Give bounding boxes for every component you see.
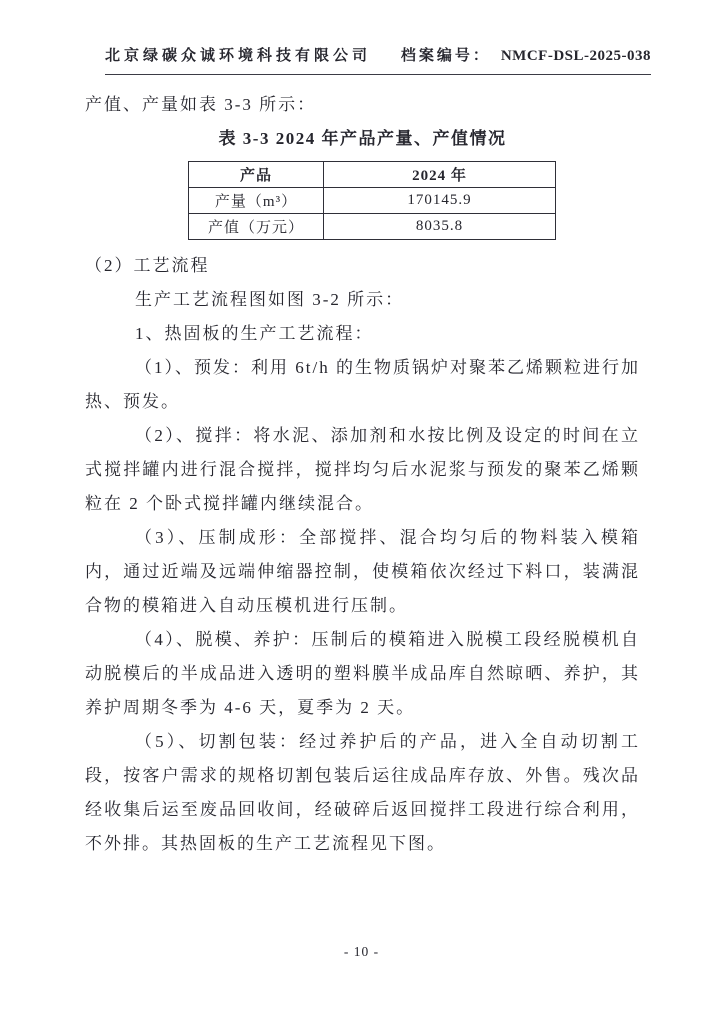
production-table bbox=[188, 161, 556, 240]
archive-number-value: NMCF-DSL-2025-038 bbox=[500, 48, 651, 64]
table-header-product: 产品 bbox=[189, 162, 324, 188]
section-heading-process-flow: （2）工艺流程 bbox=[85, 256, 210, 275]
table-header-year: 2024 年 bbox=[324, 162, 556, 188]
company-name: 北京绿碳众诚环境科技有限公司 bbox=[105, 48, 372, 64]
table-cell-output-label: 产量（m³） bbox=[189, 188, 324, 214]
paragraph-board-process-heading: 1、热固板的生产工艺流程： bbox=[135, 324, 374, 343]
paragraph-flow-diagram-ref: 生产工艺流程图如图 3-2 所示： bbox=[135, 290, 405, 309]
table-cell-value-label: 产值（万元） bbox=[189, 214, 324, 240]
paragraph-step-4-demolding-curing: （4）、脱模、养护：压制后的模箱进入脱模工段经脱模机自动脱模后的半成品进入透明的塑料膜半成品库自然晾晒、养护，其养护周期冬季为 4-6 天，夏季为 2 天。 bbox=[85, 630, 640, 717]
archive-number-label: 档案编号： bbox=[400, 48, 491, 64]
table-row bbox=[189, 214, 556, 240]
table-title: 表 3-3 2024 年产品产量、产值情况 bbox=[218, 129, 507, 148]
table-cell-output-value: 170145.9 bbox=[324, 188, 556, 214]
page-number: - 10 - bbox=[343, 944, 380, 959]
paragraph-step-3-pressing: （3）、压制成形：全部搅拌、混合均匀后的物料装入模箱内，通过近端及远端伸缩器控制，使模箱依次经过下料口，装满混合物的模箱进入自动压模机进行压制。 bbox=[85, 528, 640, 615]
document-body bbox=[85, 88, 640, 861]
table-header-row bbox=[189, 162, 556, 188]
archive-info bbox=[401, 44, 651, 65]
paragraph-step-5-cutting-packing: （5）、切割包装：经过养护后的产品，进入全自动切割工段，按客户需求的规格切割包装后运往成品库存放、外售。残次品经收集后运至废品回收间，经破碎后返回搅拌工段进行综合利用，不外排。其热固板的生产工艺流程见下图。 bbox=[85, 732, 640, 853]
paragraph-step-1-prefoaming: （1）、预发：利用 6t/h 的生物质锅炉对聚苯乙烯颗粒进行加热、预发。 bbox=[85, 358, 640, 411]
page-header bbox=[105, 44, 651, 75]
intro-paragraph: 产值、产量如表 3-3 所示： bbox=[85, 95, 317, 114]
paragraph-step-2-mixing: （2）、搅拌：将水泥、添加剂和水按比例及设定的时间在立式搅拌罐内进行混合搅拌，搅拌均匀后水泥浆与预发的聚苯乙烯颗粒在 2 个卧式搅拌罐内继续混合。 bbox=[85, 426, 640, 513]
table-cell-value-value: 8035.8 bbox=[324, 214, 556, 240]
table-row bbox=[189, 188, 556, 214]
